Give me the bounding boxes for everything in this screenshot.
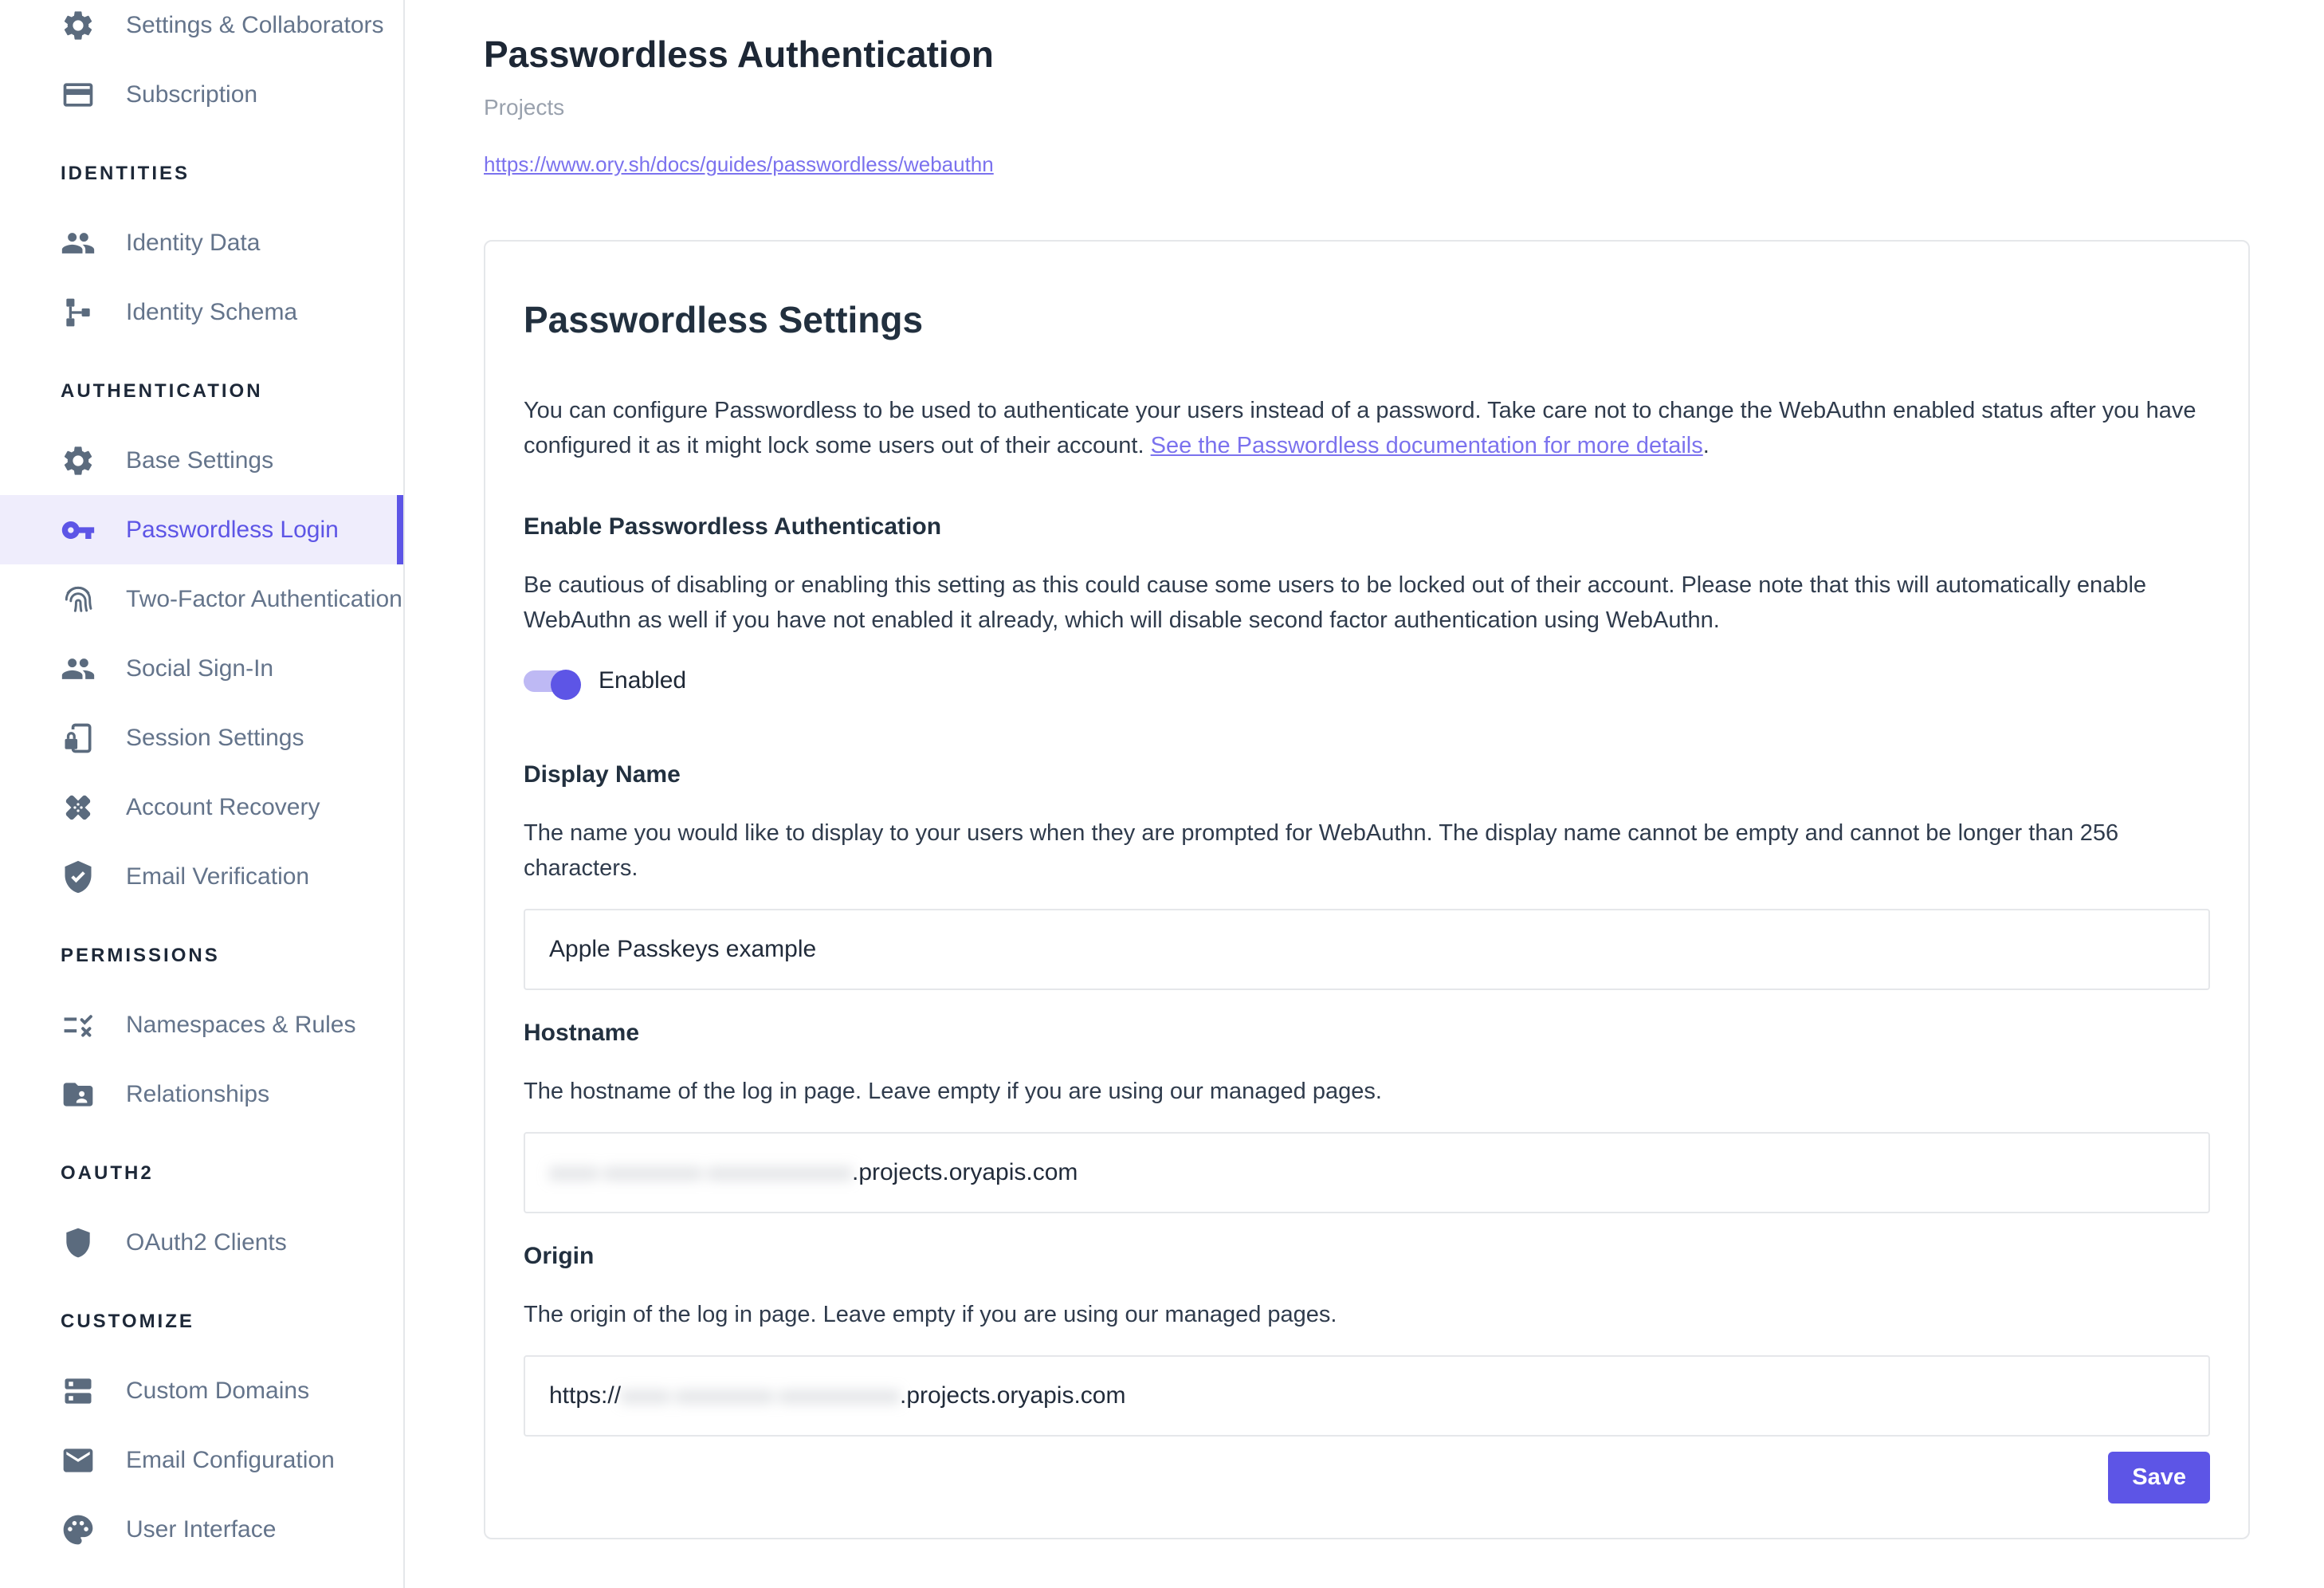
sidebar-item-account-recovery[interactable] (0, 772, 403, 842)
sidebar-item-label: User Interface (126, 1515, 277, 1543)
shield-check-icon (61, 859, 96, 894)
sidebar-item-label: Social Sign-In (126, 654, 274, 682)
sidebar-section-permissions: PERMISSIONS (61, 944, 220, 966)
sidebar-section-oauth2: OAUTH2 (61, 1162, 154, 1184)
hostname-title: Hostname (524, 1020, 640, 1046)
passwordless-doc-link[interactable]: See the Passwordless documentation for more details (1150, 433, 1703, 458)
sidebar-item-label: Relationships (126, 1080, 270, 1107)
passwordless-enabled-toggle[interactable] (524, 670, 579, 692)
sidebar-item-label: Subscription (126, 81, 258, 108)
sidebar (0, 0, 405, 1588)
sidebar-item-custom-domains[interactable] (0, 1356, 403, 1425)
origin-title: Origin (524, 1243, 595, 1269)
sidebar-item-namespaces-rules[interactable] (0, 990, 403, 1059)
page-title: Passwordless Authentication (484, 33, 994, 75)
gear-icon (61, 443, 96, 478)
sidebar-nav (0, 0, 403, 1564)
rule-icon (61, 1008, 96, 1043)
enable-description: Be cautious of disabling or enabling this setting as this could cause some users to be locked out of their account. Please note that this will automatically enable WebAuthn as well if you have not enabled it already, which will disable second factor authentication using WebAuthn. (524, 572, 2147, 633)
credit-card-icon (61, 77, 96, 112)
sidebar-item-email-configuration[interactable] (0, 1425, 403, 1495)
page-subtitle: Projects (484, 95, 565, 120)
origin-suffix: .projects.oryapis.com (900, 1382, 1126, 1409)
sidebar-item-label: Email Verification (126, 863, 310, 890)
sidebar-item-label: OAuth2 Clients (126, 1228, 287, 1256)
sidebar-item-label: Namespaces & Rules (126, 1011, 356, 1038)
origin-prefix: https:// (549, 1382, 622, 1409)
sidebar-item-base-settings[interactable] (0, 426, 403, 495)
save-button[interactable]: Save (2108, 1452, 2210, 1503)
sidebar-item-label: Identity Data (126, 229, 261, 256)
sidebar-item-oauth2-clients[interactable] (0, 1208, 403, 1277)
key-icon (61, 513, 96, 548)
display-name-value: Apple Passkeys example (549, 936, 817, 962)
toggle-label: Enabled (599, 667, 687, 694)
server-icon (61, 1374, 96, 1409)
display-name-input[interactable] (524, 909, 2210, 990)
passwordless-settings-card (484, 240, 2250, 1539)
main-content (405, 0, 2324, 1588)
origin-redacted-segment: xxxx-xxxxxxxx-xxxxxxxxxx (621, 1382, 901, 1409)
sidebar-item-subscription[interactable] (0, 60, 403, 129)
sidebar-item-label: Passwordless Login (126, 516, 339, 543)
hostname-redacted-segment: xxxx-xxxxxxxx-xxxxxxxxxxxx (549, 1159, 852, 1185)
palette-icon (61, 1512, 96, 1547)
gear-icon (61, 8, 96, 43)
hostname-description: The hostname of the log in page. Leave empty if you are using our managed pages. (524, 1079, 1382, 1104)
sidebar-item-label: Email Configuration (126, 1446, 335, 1473)
mail-icon (61, 1443, 96, 1478)
intro-suffix: . (1702, 433, 1710, 458)
sidebar-section-customize: CUSTOMIZE (61, 1310, 194, 1332)
folder-user-icon (61, 1077, 96, 1112)
intro-text: You can configure Passwordless to be used to authenticate your users instead of a password. Take care not to change the WebAuthn enabled status after you have configured it as it might lock some users out of their account. (524, 398, 2196, 458)
display-name-description: The name you would like to display to your users when they are prompted for WebAuthn. The display name cannot be empty and cannot be longer than 256 characters. (524, 820, 2119, 881)
sidebar-item-label: Two-Factor Authentication (126, 585, 402, 612)
display-name-title: Display Name (524, 761, 681, 788)
toggle-knob-icon (551, 670, 581, 700)
intro-paragraph (524, 393, 2210, 463)
enable-section-title: Enable Passwordless Authentication (524, 513, 942, 540)
sidebar-item-relationships[interactable] (0, 1059, 403, 1129)
sidebar-item-email-verification[interactable] (0, 842, 403, 911)
save-row (524, 1452, 2210, 1503)
sidebar-item-two-factor-authentication[interactable] (0, 564, 403, 634)
origin-description: The origin of the log in page. Leave empty if you are using our managed pages. (524, 1302, 1337, 1327)
phone-lock-icon (61, 721, 96, 756)
hostname-input[interactable] (524, 1132, 2210, 1213)
sidebar-item-settings-collaborators[interactable] (0, 0, 403, 60)
sidebar-item-passwordless-login[interactable] (0, 495, 403, 564)
hostname-suffix: .projects.oryapis.com (851, 1159, 1078, 1185)
people-icon (61, 651, 96, 686)
sidebar-item-label: Session Settings (126, 724, 304, 751)
sidebar-item-label: Account Recovery (126, 793, 320, 820)
sidebar-section-authentication: AUTHENTICATION (61, 379, 263, 402)
enable-toggle-row (524, 663, 2210, 698)
webauthn-doc-link[interactable]: https://www.ory.sh/docs/guides/passwordless/webauthn (484, 152, 994, 176)
sidebar-item-identity-data[interactable] (0, 208, 403, 277)
sidebar-section-identities: IDENTITIES (61, 162, 190, 184)
shield-icon (61, 1225, 96, 1260)
healing-icon (61, 790, 96, 825)
schema-icon (61, 295, 96, 330)
sidebar-item-social-sign-in[interactable] (0, 634, 403, 703)
fingerprint-icon (61, 582, 96, 617)
card-title: Passwordless Settings (524, 299, 924, 340)
sidebar-item-label: Identity Schema (126, 298, 298, 325)
people-icon (61, 226, 96, 261)
sidebar-item-identity-schema[interactable] (0, 277, 403, 347)
origin-input[interactable] (524, 1355, 2210, 1437)
sidebar-item-session-settings[interactable] (0, 703, 403, 772)
sidebar-item-label: Settings & Collaborators (126, 11, 384, 38)
sidebar-item-label: Custom Domains (126, 1377, 310, 1404)
sidebar-item-label: Base Settings (126, 446, 274, 474)
sidebar-item-user-interface[interactable] (0, 1495, 403, 1564)
